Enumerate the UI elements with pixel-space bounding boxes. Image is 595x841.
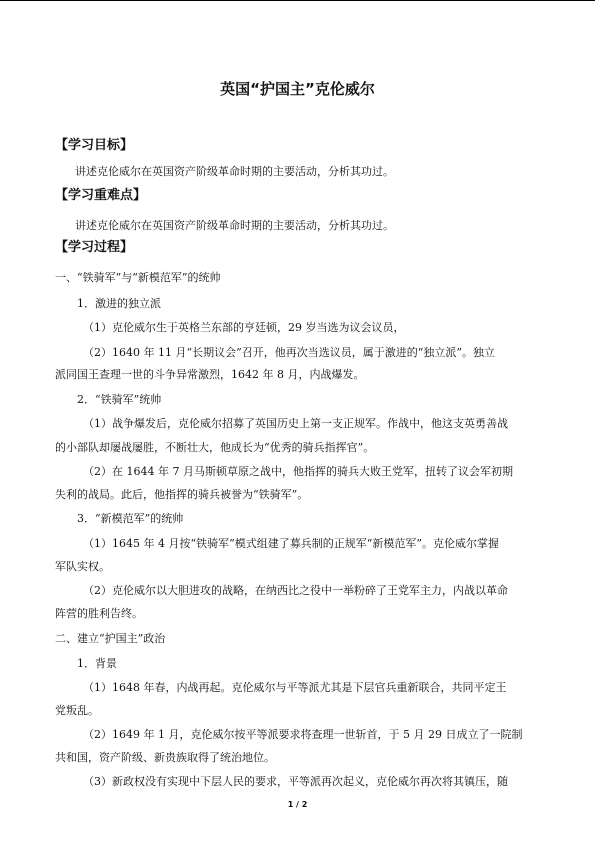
process-line: 党叛乱。 [55, 704, 99, 717]
process-line: 一、“铁骑军”与“新模范军”的统帅 [55, 271, 221, 284]
section-heading-keypoints: 【学习重难点】 [55, 188, 147, 203]
process-line: （1）克伦威尔生于英格兰东部的亨廷顿，29 岁当选为议会议员， [83, 321, 405, 334]
process-line: 阵营的胜利告终。 [55, 607, 143, 620]
process-line: （1）1648 年春，内战再起。克伦威尔与平等派尤其是下层官兵重新联合，共同平定王 [83, 681, 507, 694]
goals-text: 讲述克伦威尔在英国资产阶级革命时期的主要活动，分析其功过。 [75, 165, 394, 178]
page-number: 1 / 2 [287, 800, 308, 809]
keypoints-text: 讲述克伦威尔在英国资产阶级革命时期的主要活动，分析其功过。 [75, 219, 394, 232]
process-line: （1）1645 年 4 月按“铁骑军”模式组建了募兵制的正规军“新模范军”。克伦威尔掌握 [83, 537, 499, 550]
document-title: 英国“护国主”克伦威尔 [220, 80, 375, 98]
process-line: （2）在 1644 年 7 月马斯顿草原之战中，他指挥的骑兵大败王党军，扭转了议会军初期 [83, 465, 513, 478]
process-line: 1．激进的独立派 [77, 297, 161, 310]
process-line: 失利的战局。此后，他指挥的骑兵被誉为“铁骑军”。 [55, 488, 309, 501]
section-heading-goals: 【学习目标】 [55, 138, 134, 153]
section-heading-process: 【学习过程】 [55, 240, 134, 255]
process-line: 2．“铁骑军”统帅 [77, 393, 162, 406]
process-line: （1）战争爆发后，克伦威尔招募了英国历史上第一支正规军。作战中，他这支英勇善战 [83, 417, 508, 430]
process-line: 1．背景 [77, 657, 117, 670]
process-line: 共和国，资产阶级、新贵族取得了统治地位。 [55, 751, 275, 764]
process-line: 3．“新模范军”的统帅 [77, 512, 184, 525]
process-line: （2）1649 年 1 月，克伦威尔按平等派要求将查理一世斩首，于 5 月 29 日成立了一院制 [83, 728, 523, 741]
process-line: 派同国王查理一世的斗争异常激烈，1642 年 8 月，内战爆发。 [55, 368, 365, 381]
process-line: 的小部队却屡战屡胜，不断壮大，他成长为“优秀的骑兵指挥官”。 [55, 441, 375, 454]
process-line: 军队实权。 [55, 560, 110, 573]
process-line: （2）克伦威尔以大胆进攻的战略，在纳西比之役中一举粉碎了王党军主力，内战以革命 [83, 584, 508, 597]
process-line: （2）1640 年 11 月“长期议会”召开，他再次当选议员，属于激进的“独立派”。独立 [83, 346, 495, 359]
process-line: （3）新政权没有实现中下层人民的要求，平等派再次起义，克伦威尔再次将其镇压，随 [83, 775, 508, 788]
process-line: 二、建立“护国主”政治 [55, 632, 166, 645]
